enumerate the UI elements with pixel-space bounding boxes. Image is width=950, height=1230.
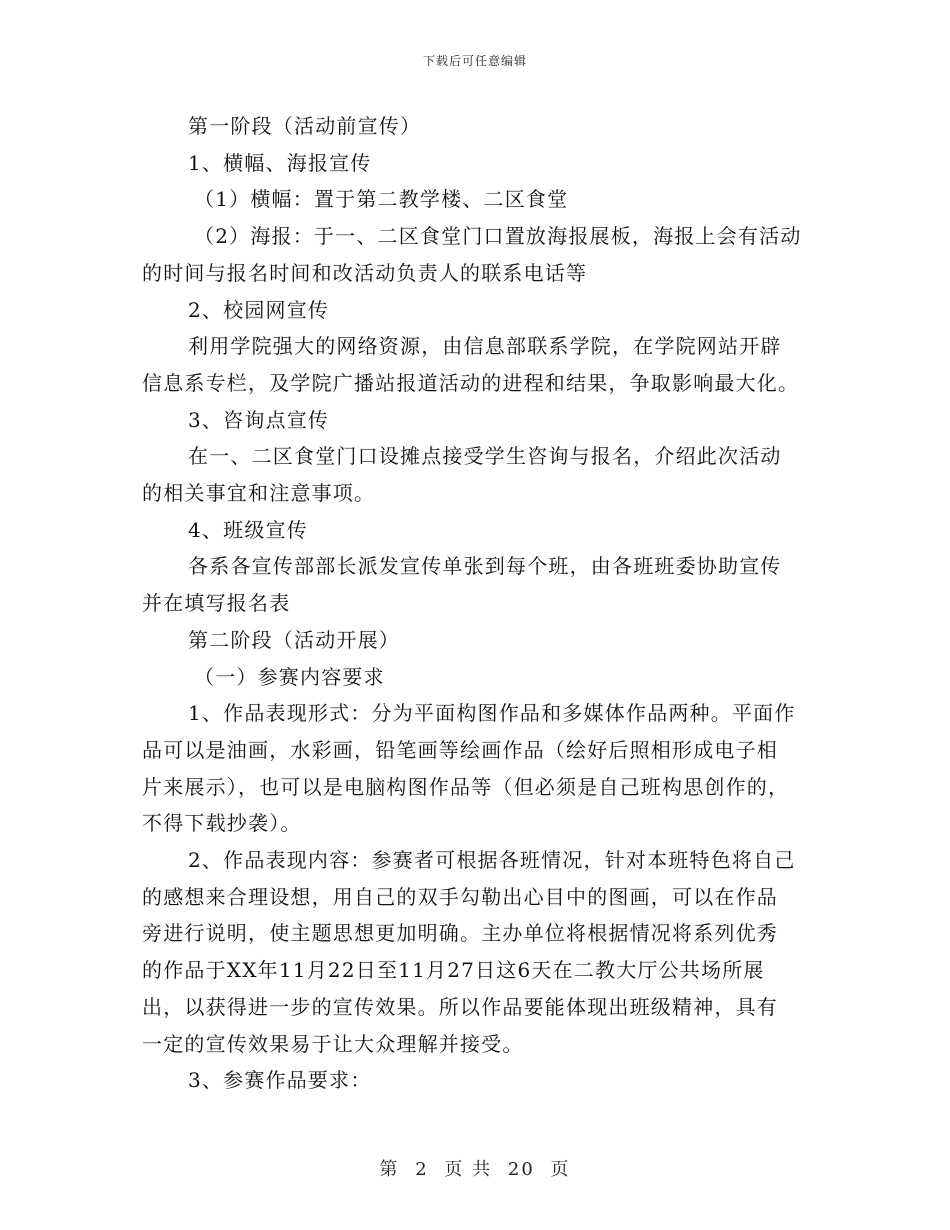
footer-prefix: 第	[379, 1159, 400, 1180]
paragraph-line: 在一、二区食堂门口设摊点接受学生咨询与报名，介绍此次活动	[188, 444, 782, 469]
paragraph-line: （一）参赛内容要求	[194, 664, 385, 689]
paragraph-line: 品可以是油画，水彩画，铅笔画等绘画作品（绘好后照相形成电子相	[142, 737, 778, 762]
paragraph-line: 并在填写报名表	[142, 591, 291, 616]
footer-page-number: 2	[415, 1159, 429, 1180]
paragraph-line: 的作品于XX年11月22日至11月27日这6天在二教大厅公共场所展	[142, 958, 765, 983]
paragraph-line: 的感想来合理设想，用自己的双手勾勒出心目中的图画，可以在作品	[142, 884, 778, 909]
paragraph-line: 的相关事宜和注意事项。	[142, 481, 376, 506]
paragraph-line: 第二阶段（活动开展）	[188, 627, 400, 652]
page-footer	[0, 1155, 950, 1181]
paragraph-line: 第一阶段（活动前宣传）	[188, 114, 422, 138]
paragraph-line: 出，以获得进一步的宣传效果。所以作品要能体现出班级精神，具有	[142, 994, 778, 1019]
paragraph-line: 1、横幅、海报宣传	[188, 150, 372, 175]
paragraph-line: 2、作品表现内容：参赛者可根据各班情况，针对本班特色将自己	[188, 848, 796, 873]
paragraph-line: 信息系专栏，及学院广播站报道活动的进程和结果，争取影响最大化。	[142, 370, 800, 395]
paragraph-line: 3、参赛作品要求：	[188, 1068, 372, 1093]
paragraph-line: 各系各宣传部部长派发宣传单张到每个班，由各班班委协助宣传	[188, 554, 782, 579]
paragraph-line: 片来展示），也可以是电脑构图作品等（但必须是自己班构思创作的，	[142, 774, 790, 799]
paragraph-line: 一定的宣传效果易于让大众理解并接受。	[142, 1031, 524, 1056]
footer-middle: 页 共	[444, 1159, 493, 1180]
paragraph-line: 3、咨询点宣传	[188, 407, 330, 432]
paragraph-line: 旁进行说明，使主题思想更加明确。主办单位将根据情况将系列优秀	[142, 921, 778, 946]
footer-suffix: 页	[550, 1159, 571, 1180]
paragraph-line: 1、作品表现形式：分为平面构图作品和多媒体作品两种。平面作	[188, 701, 796, 726]
paragraph-line: 不得下载抄袭）。	[142, 811, 302, 836]
page-header: 下载后可任意编辑	[422, 54, 527, 68]
document-body	[142, 108, 808, 1099]
paragraph-line: 4、班级宣传	[188, 517, 308, 542]
footer-total-pages: 20	[507, 1159, 535, 1180]
paragraph-line: （2）海报：于一、二区食堂门口置放海报展板，海报上会有活动	[194, 224, 802, 249]
paragraph-line: 的时间与报名时间和改活动负责人的联系电话等	[142, 260, 588, 285]
paragraph-line: （1）横幅：置于第二教学楼、二区食堂	[194, 187, 569, 212]
paragraph-line: 利用学院强大的网络资源，由信息部联系学院，在学院网站开辟	[188, 334, 782, 359]
paragraph-line: 2、校园网宣传	[188, 297, 330, 322]
